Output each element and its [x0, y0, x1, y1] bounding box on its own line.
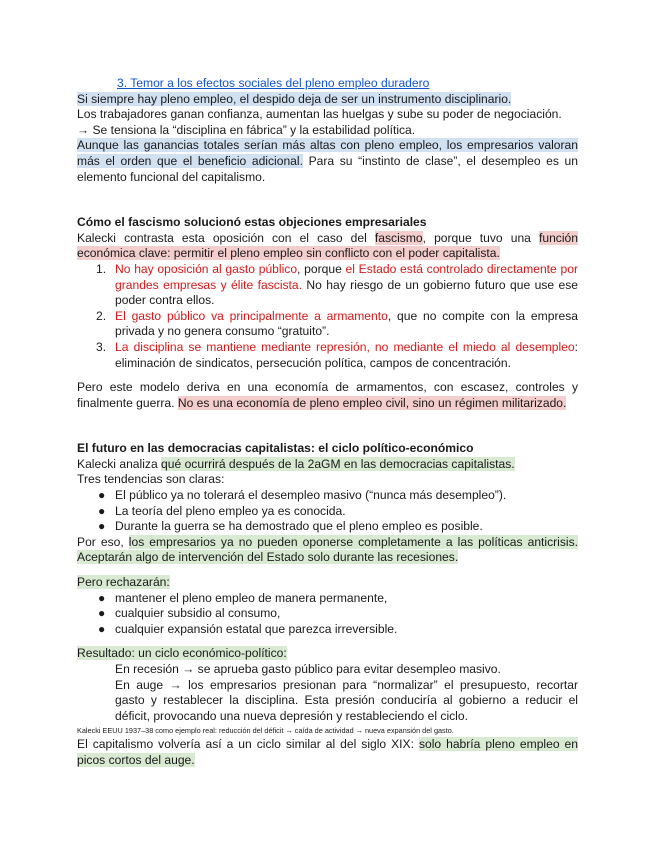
list-item: 1. No hay oposición al gasto público, porque el Estado está controlado directamente por grandes empresas y élite fascista. No hay riesgo de un gobierno futuro que use ese poder contra ellos. — [96, 261, 579, 308]
fascism-heading: Cómo el fascismo solucionó estas objeciones empresariales — [77, 215, 427, 230]
list-item: ● mantener el pleno empleo de manera permanente, — [98, 590, 388, 605]
therefore-paragraph: Por eso, los empresarios ya no pueden oponerse completamente a las políticas anticrisis. Aceptarán algo de intervención del Estado solo durante las recesiones. — [77, 534, 578, 565]
section-3-paragraph-2: Los trabajadores ganan confianza, aumentan las huelgas y sube su poder de negociación. — [77, 107, 562, 122]
list-item: ● El público ya no tolerará el desempleo masivo (“nunca más desempleo”). — [98, 488, 507, 503]
small-note: Kalecki EEUU 1937–38 como ejemplo real: reducción del déficit → caída de actividad → nueva expansión del gasto. — [77, 726, 454, 736]
section-3-paragraph-3: → Se tensiona la “disciplina en fábrica” y la estabilidad política. — [77, 122, 416, 137]
list-item: 2. El gasto público va principalmente a armamento, que no compite con la empresa privada y no genera consumo “gratuito”. — [96, 308, 578, 339]
result-line-recession: En recesión → se aprueba gasto público para evitar desempleo masivo. — [115, 662, 501, 676]
fascism-list — [77, 262, 578, 371]
document-page — [77, 76, 578, 769]
list-item: ● cualquier subsidio al consumo, — [98, 606, 281, 621]
list-item: ● La teoría del pleno empleo ya es conocida. — [98, 503, 346, 518]
section-3-heading-link[interactable]: 3. Temor a los efectos sociales del pleno empleo duradero — [117, 76, 430, 90]
list-item: 3. La disciplina se mantiene mediante represión, no mediante el miedo al desempleo: eliminación de sindicatos, persecución política, campos de concentración. — [96, 339, 578, 370]
future-intro: Kalecki analiza qué ocurrirá después de la 2aGM en las democracias capitalistas. — [77, 456, 515, 471]
reject-label: Pero rechazarán: — [77, 575, 170, 590]
result-label: Resultado: un ciclo económico-político: — [77, 646, 287, 661]
future-heading: El futuro en las democracias capitalistas: el ciclo político-económico — [77, 441, 474, 456]
final-paragraph: El capitalismo volvería así a un ciclo similar al del siglo XIX: solo habría pleno empleo en picos cortos del auge. — [77, 737, 578, 767]
fascism-intro: Kalecki contrasta esta oposición con el caso del fascismo, porque tuvo una función económica clave: permitir el pleno empleo sin conflicto con el poder capitalista. — [77, 230, 578, 261]
section-3-paragraph-1: Si siempre hay pleno empleo, el despido deja de ser un instrumento disciplinario. — [77, 91, 512, 106]
section-3-paragraph-4: Aunque las ganancias totales serían más altas con pleno empleo, los empresarios valoran más el orden que el beneficio adicional. Para su “instinto de clase”, el desempleo es un elemento funcional del capitalismo. — [77, 138, 579, 184]
tendencies-label: Tres tendencias son claras: — [77, 472, 225, 487]
result-line-boom: En auge → los empresarios presionan para “normalizar” el presupuesto, recortar gasto y restablecer la disciplina. Esta presión conduciría al gobierno a reducir el déficit, provocando una nueva depresión y restableciendo el ciclo. — [115, 677, 578, 723]
fascism-outro: Pero este modelo deriva en una economía de armamentos, con escasez, controles y finalmente guerra. No es una economía de pleno empleo civil, sino un régimen militarizado. — [77, 380, 578, 410]
list-item: ● Durante la guerra se ha demostrado que el pleno empleo es posible. — [98, 519, 483, 534]
rejects-list — [77, 591, 578, 638]
list-item: ● cualquier expansión estatal que parezca irreversible. — [98, 621, 398, 636]
tendencies-list — [77, 488, 578, 535]
